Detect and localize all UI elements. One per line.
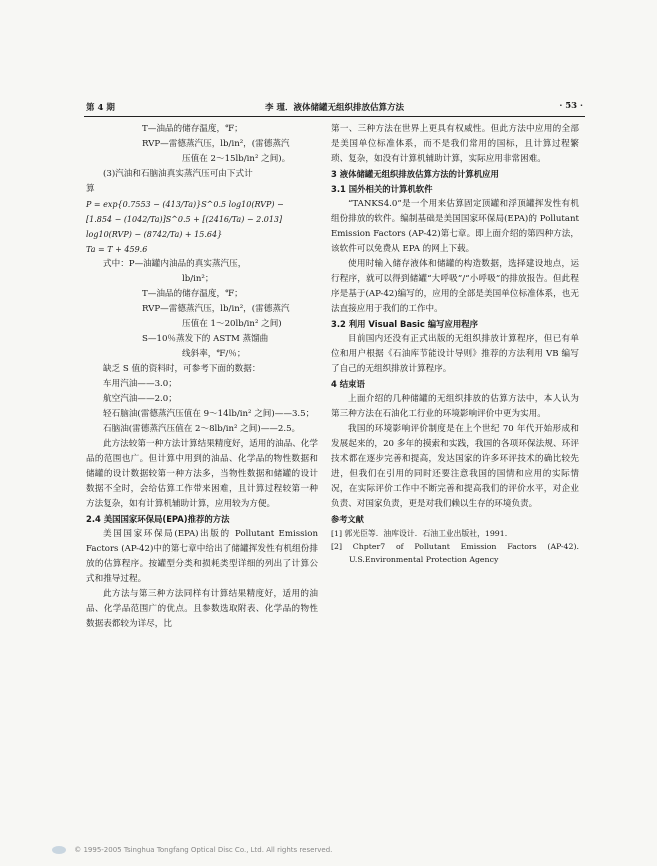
where-t: T—油品的储存温度，℉； (142, 289, 243, 299)
s-values-intro: 缺乏 S 值的资料时，可参考下面的数据： (103, 364, 261, 374)
var-def-rvp-range: 压值在 2～15lb/in² 之间)。 (182, 154, 291, 164)
section-3-2-heading: 3.2 利用 Visual Basic 编写应用程序 (331, 319, 479, 329)
publisher-logo-icon (52, 846, 66, 854)
paragraph-vb-program: 目前国内还没有正式出版的无组织排放计算程序，但已有单位和用户根据《石油库节能设计导则》推荐的方法利用 VB 编写了自己的无组织排放计算程序。 (331, 334, 579, 374)
running-header (86, 101, 583, 115)
section-4-heading: 4 结束语 (331, 379, 365, 389)
running-title: 李 瑾．液体储罐无组织排放估算方法 (265, 103, 404, 113)
paragraph-conclusion-2: 我国的环境影响评价制度是在上个世纪 70 年代开始形成和发展起来的，20 多年的摸索和实践，我国的各项环保法规、环评技术都在逐步完善和提高，发达国家的许多环评技术的确比较先进，但我们在引用的同时还要注意我国的国情和应用的实际情况，在实际评价工作中不断完善和提高我们的评价水平，对企业负责、对国家负责，更是对我们赖以生存的环境负责。 (331, 424, 579, 509)
issue-number: 第 4 期 (86, 103, 115, 113)
reference-1: [1] 郭光臣等．油库设计．石油工业出版社，1991. (331, 529, 508, 538)
paragraph-conclusion-1: 上面介绍的几种储罐的无组织排放的估算方法中，本人认为第三种方法在石油化工行业的环境影响评价中更为实用。 (331, 394, 579, 419)
paragraph-epa-method: 美国国家环保局(EPA)出版的 Pollutant Emission Factors (AP-42)中的第七章中给出了储罐挥发性有机组份排放的估算程序。按罐型分类和损耗类型详细的列出了计算公式和推导过程。 (86, 529, 318, 584)
reference-2: [2] Chpter7 of Pollutant Emission Factors (AP-42). U.S.Environmental Protection Agency (331, 542, 579, 564)
references-heading: 参考文献 (331, 514, 364, 524)
paragraph-continued: 第一、三种方法在世界上更具有权威性。但此方法中应用的全部是美国单位标准体系，而不是我们常用的国标，且计算过程繁琐、复杂，如没有计算机辅助计算，实际应用非常困难。 (331, 124, 579, 164)
s-value-aviation-gasoline: 航空汽油——2.0； (103, 394, 177, 404)
section-2-4-heading: 2.4 美国国家环保局(EPA)推荐的方法 (86, 514, 230, 524)
var-def-t: T—油品的储存温度，℉； (142, 124, 243, 134)
copyright-footer (52, 846, 332, 854)
s-value-naphtha: 石脑油(雷德蒸汽压值在 2～8lb/in² 之间)——2.5。 (103, 424, 301, 434)
where-rvp-range: 压值在 1～20lb/in² 之间) (182, 319, 282, 329)
formula-line-3: log10(RVP) − (8742/Ta) + 15.64} (86, 230, 223, 239)
var-def-rvp: RVP—雷德蒸汽压，lb/in²，(雷德蒸汽 (142, 139, 290, 149)
where-s-unit: 线斜率，℉/％； (182, 349, 246, 359)
where-rvp: RVP—雷德蒸汽压，lb/in²，(雷德蒸汽 (142, 304, 290, 314)
where-s: S—10％蒸发下的 ASTM 蒸馏曲 (142, 334, 269, 344)
paragraph-formula-intro: (3)汽油和石脑油真实蒸汽压可由下式计 (103, 169, 253, 179)
where-p-unit: lb/in²； (182, 274, 214, 284)
section-3-heading: 3 液体储罐无组织排放估算方法的计算机应用 (331, 169, 499, 179)
paragraph-method3-evaluation: 此方法较第一种方法计算结果精度好，适用的油品、化学品的范围也广。但计算中用到的油品、化学品的物性数据和储罐的设计数据较第一种方法多，当物性数据和储罐的设计数据不全时，会给估算工作带来困难，且计算过程较第一种方法复杂，如有计算机辅助计算，应用较为方便。 (86, 439, 318, 509)
paragraph-tanks-usage: 使用时输入储存液体和储罐的构造数据，选择建设地点，运行程序，就可以得到储罐“大呼吸”/“小呼吸”的排放报告。但此程序是基于(AP-42)编写的，应用的全部是美国单位标准体系，也无法直接应用于我们的工作中。 (331, 259, 579, 314)
paragraph-formula-intro-end: 算 (86, 184, 95, 194)
paragraph-epa-advantages: 此方法与第三种方法同样有计算结果精度好，适用的油品、化学品范围广的优点。且参数选取附表、化学品的物性数据表都较为详尽，比 (86, 589, 318, 629)
left-column (86, 122, 318, 632)
s-value-light-naphtha: 轻石脑油(雷德蒸汽压值在 9～14lb/in² 之间)——3.5； (103, 409, 315, 419)
copyright-text: © 1995-2005 Tsinghua Tongfang Optical Disc Co., Ltd. All rights reserved. (74, 846, 333, 854)
formula-line-2: [1.854 − (1042/Ta)]S^0.5 + [(2416/Ta) − 2.013] (86, 215, 283, 224)
paragraph-tanks-software: “TANKS4.0”是一个用来估算固定顶罐和浮顶罐挥发性有机组份排放的软件。编制基础是美国国家环保局(EPA)的 Pollutant Emission Factors (AP-42)第七章。即上面介绍的第四种方法，该软件可以免费从 EPA 的网上下载。 (331, 199, 579, 254)
header-rule (84, 116, 585, 117)
where-p: 式中：P—油罐内油品的真实蒸汽压， (103, 259, 247, 269)
formula-line-4: Ta = T + 459.6 (86, 245, 148, 254)
right-column (331, 122, 579, 566)
formula-line-1: P = exp{0.7553 − (413/Ta)}S^0.5 log10(RVP) − (86, 200, 284, 209)
page-number: · 53 · (559, 101, 583, 111)
section-3-1-heading: 3.1 国外相关的计算机软件 (331, 184, 433, 194)
s-value-motor-gasoline: 车用汽油——3.0； (103, 379, 177, 389)
